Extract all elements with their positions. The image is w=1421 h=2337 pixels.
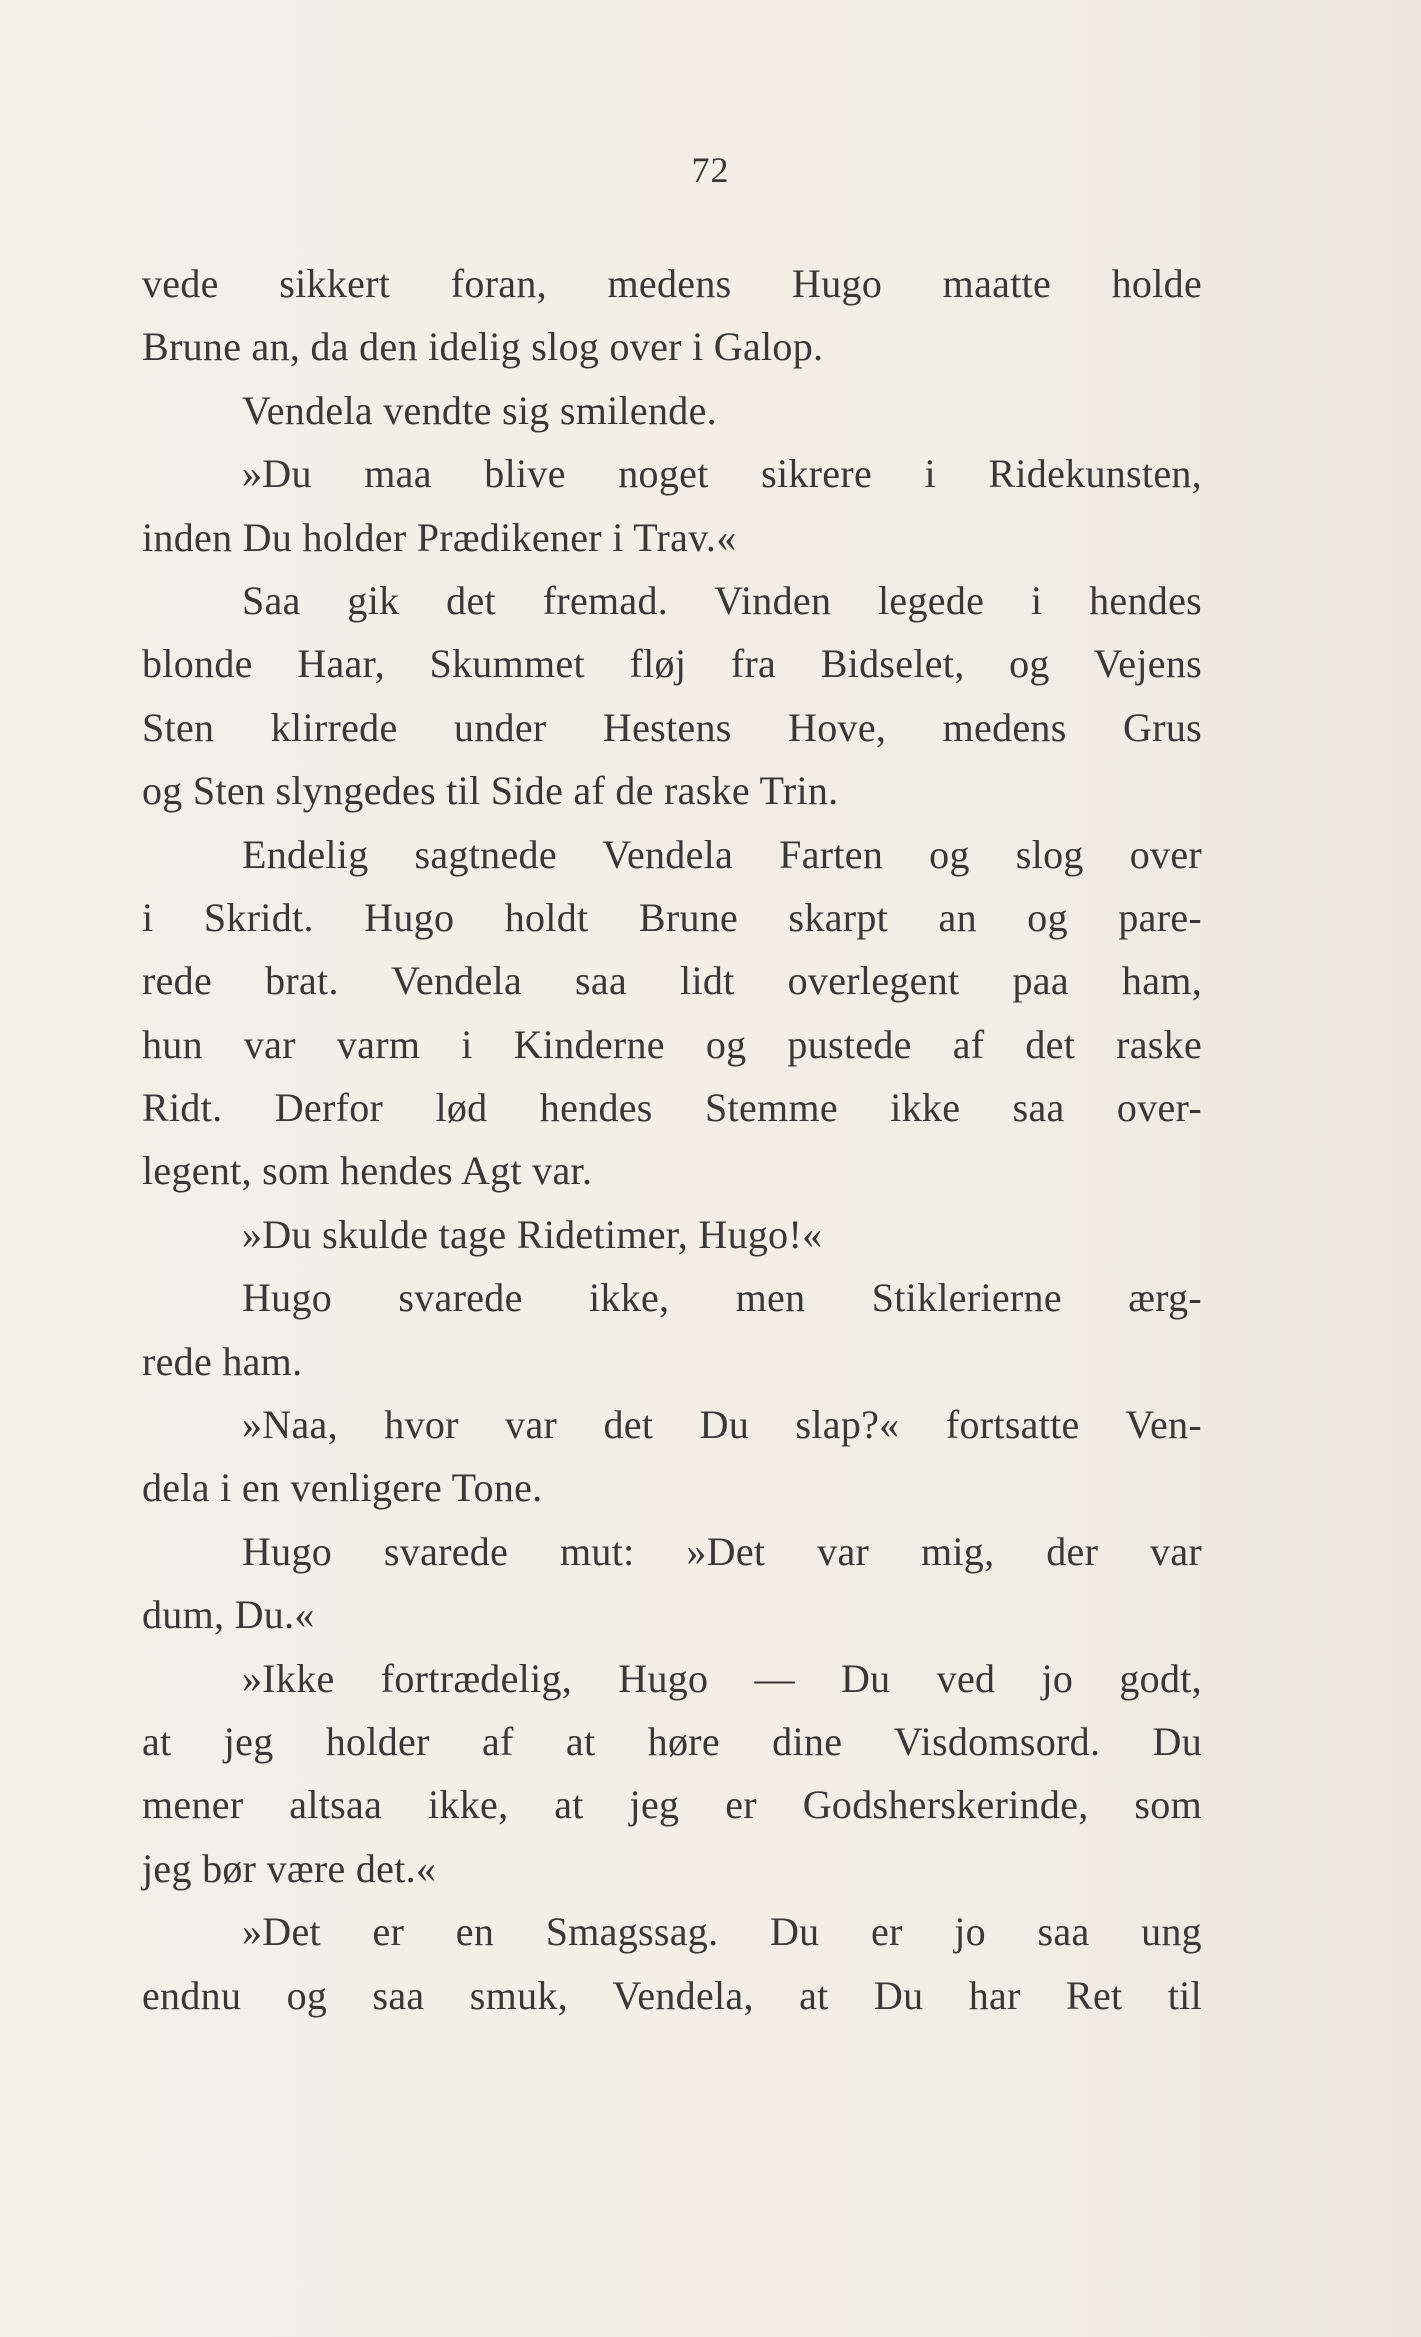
text-line: Vendela vendte sig smilende. (242, 387, 717, 433)
text-line: vede sikkert foran, medens Hugo maatte holde (142, 261, 1202, 306)
text-line: dum, Du.« (142, 1592, 315, 1638)
text-line: »Du skulde tage Ridetimer, Hugo!« (242, 1211, 823, 1257)
text-line: Endelig sagtnede Vendela Farten og slog over (242, 831, 1202, 877)
text-line: rede ham. (142, 1338, 303, 1384)
text-line: »Du maa blive noget sikrere i Ridekunsten, (242, 451, 1202, 497)
text-line: »Naa, hvor var det Du slap?« fortsatte Ven- (242, 1402, 1202, 1448)
text-line: endnu og saa smuk, Vendela, at Du har Ret til (142, 1972, 1202, 2018)
text-line: »Ikke fortrædelig, Hugo — Du ved jo godt, (242, 1655, 1202, 1701)
text-line: Ridt. Derfor lød hendes Stemme ikke saa over- (142, 1085, 1202, 1131)
text-line: rede brat. Vendela saa lidt overlegent paa ham, (142, 958, 1202, 1004)
text-line: »Det er en Smagssag. Du er jo saa ung (242, 1909, 1202, 1955)
text-line: Sten klirrede under Hestens Hove, medens Grus (142, 704, 1202, 750)
text-line: jeg bør være det.« (142, 1845, 437, 1891)
text-line: og Sten slyngedes til Side af de raske Trin. (142, 768, 839, 814)
text-line: dela i en venligere Tone. (142, 1465, 543, 1511)
text-line: hun var varm i Kinderne og pustede af det raske (142, 1021, 1202, 1067)
page-number: 72 (691, 150, 730, 190)
text-line: legent, som hendes Agt var. (142, 1148, 593, 1194)
text-line: Hugo svarede ikke, men Stiklerierne ærg- (242, 1275, 1202, 1321)
text-line: at jeg holder af at høre dine Visdomsord. Du (142, 1718, 1202, 1764)
body-text (142, 252, 1202, 2027)
text-line: Saa gik det fremad. Vinden legede i hendes (242, 577, 1202, 623)
text-line: mener altsaa ikke, at jeg er Godsherskerinde, som (142, 1782, 1202, 1828)
text-line: inden Du holder Prædikener i Trav.« (142, 514, 737, 560)
text-line: Hugo svarede mut: »Det var mig, der var (242, 1528, 1202, 1574)
text-line: i Skridt. Hugo holdt Brune skarpt an og pare- (142, 894, 1202, 940)
text-line: blonde Haar, Skummet fløj fra Bidselet, og Vejens (142, 641, 1202, 687)
text-line: Brune an, da den idelig slog over i Galop. (142, 324, 824, 370)
